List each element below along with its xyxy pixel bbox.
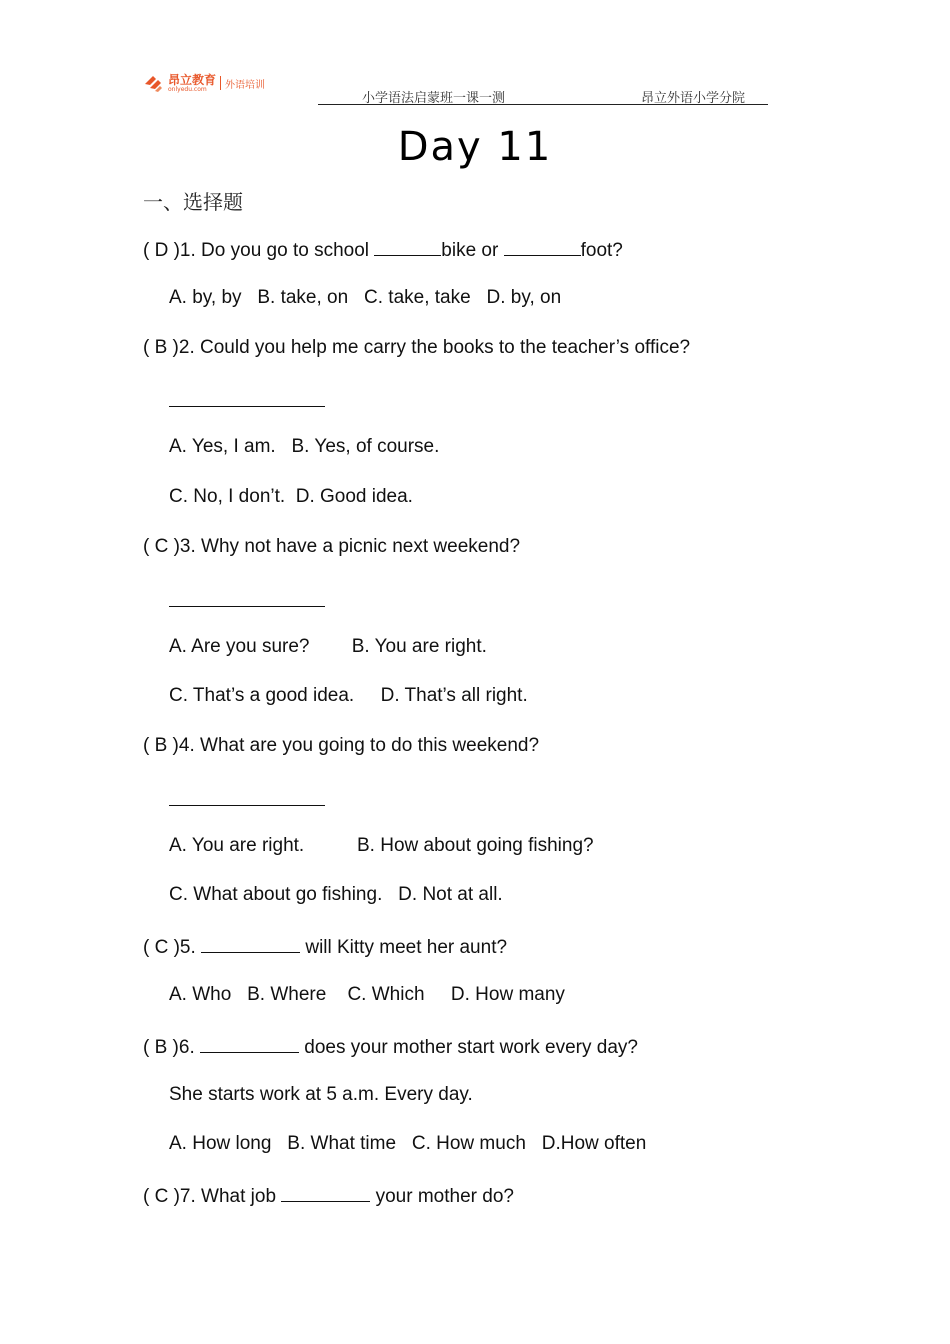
logo-tag-text: 外语培训 <box>225 79 266 91</box>
question-5-prefix: ( C )5. <box>143 937 202 958</box>
page-title: Day 11 <box>397 124 553 170</box>
question-6-suffix: does your mother start work every day? <box>299 1037 638 1058</box>
answer-blank <box>281 1183 370 1202</box>
question-2: ( B )2. Could you help me carry the books to the teacher’s office? <box>143 337 691 358</box>
question-4: ( B )4. What are you going to do this weekend? <box>143 735 540 756</box>
question-6-response: She starts work at 5 a.m. Every day. <box>169 1084 473 1105</box>
question-6-prefix: ( B )6. <box>143 1037 201 1058</box>
question-1-suffix: foot? <box>580 240 623 261</box>
response-blank <box>169 805 325 806</box>
question-7-suffix: your mother do? <box>370 1186 514 1207</box>
logo-divider <box>220 76 221 90</box>
question-1-options: A. by, by B. take, on C. take, take D. by, on <box>169 287 562 308</box>
answer-blank <box>200 1034 299 1053</box>
answer-blank <box>201 934 300 953</box>
question-3: ( C )3. Why not have a picnic next weekend? <box>143 536 521 557</box>
brand-logo-icon <box>143 72 165 94</box>
logo-brand-text: 昂立教育 <box>168 72 217 87</box>
question-6-options: A. How long B. What time C. How much D.How often <box>169 1133 647 1154</box>
question-5-options: A. Who B. Where C. Which D. How many <box>169 984 565 1005</box>
question-4-options-b: C. What about go fishing. D. Not at all. <box>169 884 503 905</box>
question-1-mid: bike or <box>441 240 504 261</box>
logo-domain-text: onlyedu.com <box>168 85 207 93</box>
school-name: 昂立外语小学分院 <box>641 91 746 106</box>
question-7-prefix: ( C )7. What job <box>143 1186 282 1207</box>
question-3-options-a: A. Are you sure? B. You are right. <box>169 636 487 657</box>
question-5 <box>143 934 507 959</box>
question-4-options-a: A. You are right. B. How about going fishing? <box>169 835 594 856</box>
question-3-options-b: C. That’s a good idea. D. That’s all right. <box>169 685 528 706</box>
response-blank <box>169 606 325 607</box>
question-1 <box>143 237 623 262</box>
course-name: 小学语法启蒙班一课一测 <box>362 91 506 106</box>
answer-blank <box>504 237 581 256</box>
question-7 <box>143 1183 514 1208</box>
question-5-suffix: will Kitty meet her aunt? <box>300 937 508 958</box>
page-header <box>318 86 768 105</box>
question-2-options-b: C. No, I don’t. D. Good idea. <box>169 486 413 507</box>
section-heading: 一、选择题 <box>143 190 243 214</box>
response-blank <box>169 406 325 407</box>
answer-blank <box>374 237 441 256</box>
question-6 <box>143 1034 638 1059</box>
question-2-options-a: A. Yes, I am. B. Yes, of course. <box>169 436 440 457</box>
question-1-prefix: ( D )1. Do you go to school <box>143 240 375 261</box>
brand-logo <box>143 70 265 96</box>
